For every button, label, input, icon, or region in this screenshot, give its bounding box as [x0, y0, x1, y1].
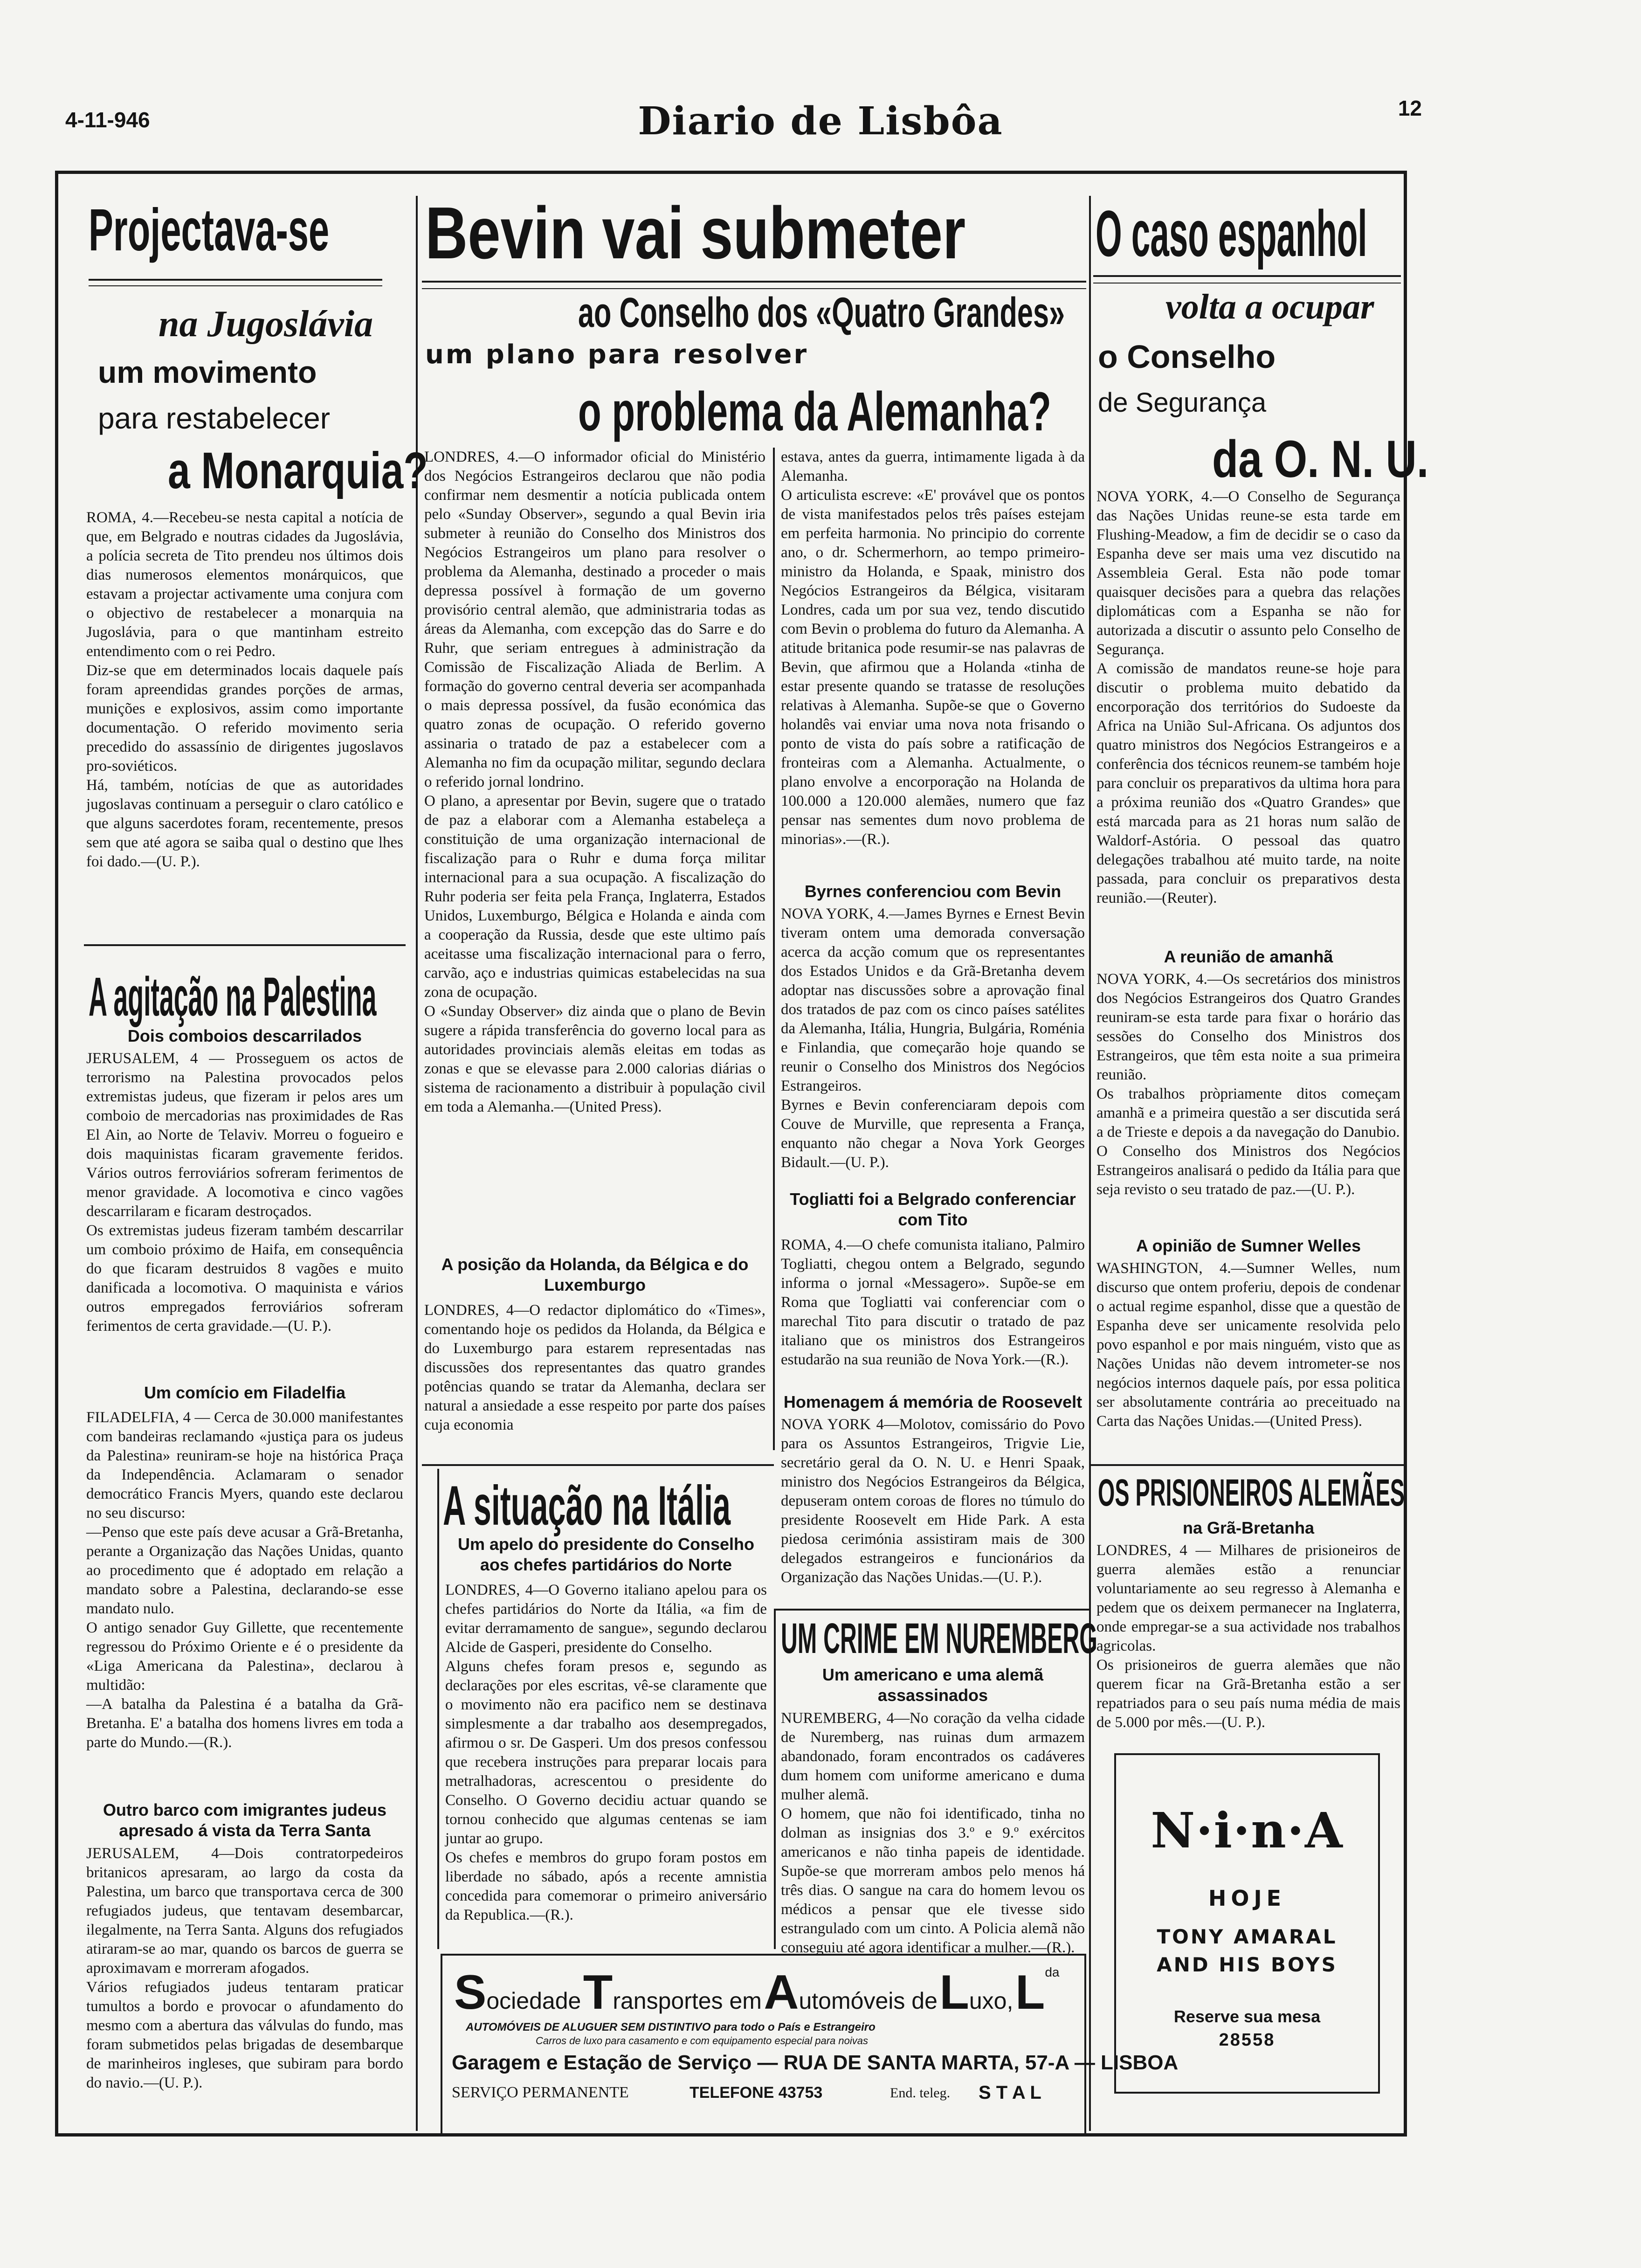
article-barco: JERUSALEM, 4—Dois contratorpedeiros britanicos apresaram, ao largo da costa da Palestina, um barco que transportava cerca de 300 refugiados judeus, que tentavam desembarcar, ilegalmente, na Terra Santa. Alguns dos refugiados atiraram-se ao mar, quando os barcos de guerra se aproximavam e morreram afogados. Vários refugiados judeus tentaram praticar tumultos a bordo e provocar o afundamento do mesmo com a abertura das válvulas do fundo, mas foram submetidos pelas brigadas de desembarque de marinheiros ingleses, que subiram para bordo do navio.—(U. P.).	[86, 1845, 403, 2091]
article-roosevelt: NOVA YORK 4—Molotov, comissário do Povo para os Assuntos Estrangeiros, Trigvie Lie, secretário geral da O. N. U. e Henri Spaak, ministro dos Negócios Estrangeiros da Bélgica, depuseram ontem coroas de flores no túmulo do presidente Roosevelt em Hide Park. A esta piedosa cerimónia assistiram mais de 300 delegados estrangeiros e funcionários da Organização das Nações Unidas.—(U. P.).	[781, 1416, 1085, 1586]
ad-stal-word: da	[1045, 1965, 1060, 1979]
subhead-welles: A opinião de Sumner Welles	[1136, 1236, 1361, 1255]
issue-date: 4-11-946	[65, 108, 150, 132]
subhead-comboios: Dois comboios descarrilados	[127, 1026, 362, 1045]
article-jugoslavia: ROMA, 4.—Recebeu-se nesta capital a notícia de que, em Belgrado e noutras cidades da Jugoslávia, a polícia secreta de Tito prendeu nos últimos dois dias numerosos elementos monárquicos, que estavam a projectar activamente uma conjura com o objectivo de restabelecer a monarquia na Jugoslávia, para o que mantinham estreito entendimento com o rei Pedro. Diz-se que em determinados locais daquele país foram apreendidas grandes porções de armas, munições e explosivos, assim como importante documentação. O referido movimento seria precedido do assassínio de dirigentes jugoslavos pro-soviéticos. Há, também, notícias de que as autoridades jugoslavas continuam a perseguir o claro católico e que alguns sacerdotes foram, recentemente, presos sem que até agora se saiba qual o destino que lhes foi dado.—(U. P.).	[86, 509, 403, 870]
subhead-holanda: A posição da Holanda, da Bélgica e do Luxemburgo	[441, 1255, 749, 1294]
column-divider	[437, 1469, 439, 1949]
ad-nina-reserve: Reserve sua mesa	[1173, 2007, 1321, 2026]
article-prisioneiros: LONDRES, 4 — Milhares de prisioneiros de guerra alemães estão a renunciar voluntariamente ao seu regresso à Alemanha e pedem que os deixem permanecer na Inglaterra, onde empregar-se a sua actividade nos trabalhos agricolas. Os prisioneiros de guerra alemães que não querem ficar na Grã-Bretanha estão a ser repatriados para o seu país numa média de mais de 5.000 por mês.—(U. P.).	[1096, 1542, 1400, 1731]
ad-stal-service: SERVIÇO PERMANENTE	[452, 2084, 629, 2101]
ad-stal-initial: A	[764, 1965, 799, 2019]
article-reuniao: NOVA YORK, 4.—Os secretários dos ministros dos Negócios Estrangeiros dos Quatro Grandes reuniram-se esta tarde para fixar o horário das sessões do Conselho dos Ministros dos Estrangeiros, que têm esta noite a sua primeira reunião. Os trabalhos pròpriamente ditos começam amanhã e a primeira questão a ser discutida será a de Trieste e depois a da navegação do Danubio. O Conselho dos Ministros dos Negócios Estrangeiros analisará o pedido da Itália para que seja revisto o seu tratado de paz.—(U. P.).	[1096, 971, 1400, 1198]
kicker-jugoslavia: na Jugoslávia	[159, 304, 373, 345]
page-number: 12	[1398, 96, 1422, 120]
ad-nina-hoje: HOJE	[1208, 1886, 1286, 1911]
kicker-quatro-grandes: ao Conselho dos «Quatro Grandes»	[578, 290, 1065, 336]
rule	[1091, 1464, 1404, 1466]
article-espanhol: NOVA YORK, 4.—O Conselho de Segurança das Nações Unidas reune-se esta tarde em Flushing-Meadow, a fim de decidir se o caso da Espanha deve ser mais uma vez discutido na Assembleia Geral. Esta não pode tomar quaisquer decisões para a quebra das relações diplomáticas com a Espanha se não for autorizada a discutir o assunto pelo Conselho de Segurança. A comissão de mandatos reune-se hoje para discutir o problema muito debatido da encorporação dos territórios do Sudoeste da Africa na União Sul-Africana. Os adjuntos dos quatro ministros dos Negócios Estrangeiros e a conferência dos técnicos reunem-se também hoje para concluir os preparativos da ultima hora para a próxima reunião dos «Quatro Grandes» que está marcada para as 21 horas num salão de Waldorf-Astória. O pessoal das quatro delegações trabalhou até muito tarde, na noite passada, para concluir os preparativos desta reunião.—(Reuter).	[1096, 488, 1400, 906]
ad-stal-phone: TELEFONE 43753	[689, 2084, 823, 2102]
rule	[84, 944, 406, 946]
headline-bevin: Bevin vai submeter	[425, 192, 966, 274]
subhead-togliatti: Togliatti foi a Belgrado conferenciar com Tito	[790, 1189, 1076, 1229]
kicker-restabelecer: para restabelecer	[98, 401, 331, 435]
rule	[774, 1609, 1090, 1611]
kicker-onu: da O. N. U.	[1212, 430, 1429, 488]
article-welles: WASHINGTON, 4.—Sumner Welles, num discurso que ontem proferiu, depois de condenar o actual regime espanhol, disse que a questão de Espanha deve ser unicamente resolvida pelo povo espanhol e por mais ninguém, visto que as Nações Unidas não devem intrometer-se nos negócios internos daquele país, por essa politica ser absolutamente contrária ao preceituado na Carta das Nações Unidas.—(United Press).	[1096, 1260, 1400, 1430]
ad-stal-word: utomóveis de	[799, 1988, 938, 2014]
subhead-filadelfia: Um comício em Filadelfia	[144, 1383, 346, 1402]
headline-crime: UM CRIME EM NUREMBERG	[781, 1615, 1097, 1662]
ad-stal-initial: S	[454, 1965, 487, 2019]
article-byrnes: NOVA YORK, 4.—James Byrnes e Ernest Bevin tiveram ontem uma demorada conversação acerca da acção comum que os representantes dos Estados Unidos e da Grã-Bretanha devem adoptar nas discussões sobre a aprovação final dos tratados de paz com os cinco países satélites da Alemanha, Itália, Hungria, Bulgária, Roménia e Finlandia, que começarão hoje quando se reunir o Conselho dos Ministros dos Negócios Estrangeiros. Byrnes e Bevin conferenciaram depois com Couve de Murville, que representa a França, enquanto não chegar a Nova York Georges Bidault.—(U. P.).	[781, 906, 1085, 1171]
headline-italia: A situação na Itália	[443, 1474, 731, 1537]
ad-nina-band: AND HIS BOYS	[1157, 1953, 1338, 1976]
ad-stal-teleg-label: End. teleg.	[890, 2085, 951, 2101]
rule	[1093, 275, 1401, 277]
kicker-plano: um plano para resolver	[425, 339, 809, 370]
article-italia: LONDRES, 4—O Governo italiano apelou para os chefes partidários do Norte da Itália, «a fim de evitar derramamento de sangue», segundo declarou Alcide de Gasperi, presidente do Conselho. Alguns chefes foram presos e, segundo as declarações por eles escritas, vê-se claramente que o movimento não era pacifico nem se destinava simplesmente a dar trabalho aos desempregados, afirmou o sr. De Gasperi. Um dos presos confessou que recebera instruções para preparar locais para metralhadoras, acrescentou o presidente do Conselho. O Governo decidiu actuar quando se tornou conhecido que algumas centenas se iam juntar ao grupo. Os chefes e membros do grupo foram postos em liberdade no sábado, após a recente amnistia concedida para comemorar o primeiro aniversário da Republica.—(R.).	[445, 1582, 767, 1923]
subhead-italia: Um apelo do presidente do Conselho aos chefes partidários do Norte	[457, 1535, 755, 1574]
headline-jugoslavia: Projectava-se	[89, 197, 330, 263]
rule	[89, 285, 382, 286]
ad-stal-address: Garagem e Estação de Serviço — RUA DE SANTA MARTA, 57-A — LISBOA	[452, 2051, 1179, 2074]
rule	[89, 279, 382, 281]
ad-stal	[441, 1954, 1179, 2136]
rule	[1093, 283, 1401, 284]
ad-stal-initial: T	[583, 1965, 613, 2019]
ad-stal-teleg: S T A L	[979, 2082, 1041, 2103]
kicker-volta: volta a ocupar	[1165, 287, 1374, 326]
rule	[422, 1464, 774, 1466]
article-togliatti: ROMA, 4.—O chefe comunista italiano, Palmiro Togliatti, chegou ontem a Belgrado, segundo informa o jornal «Messagero». Supõe-se em Roma que Togliatti vai conferenciar com o marechal Tito para discutir o tratado de paz italiano que os ministros dos Estrangeiros estudarão na sua reunião de Nova York.—(R.).	[781, 1237, 1085, 1368]
ad-nina-phone: 28558	[1219, 2030, 1276, 2050]
headline-prisioneiros: OS PRISIONEIROS ALEMÃES	[1098, 1472, 1405, 1514]
ad-stal-initial: L	[939, 1965, 969, 2019]
article-bevin-b: estava, antes da guerra, intimamente ligada à da Alemanha. O articulista escreve: «E' provável que os pontos de vista manifestados pelos três países estejam em perfeita harmonia. No principio do corrente ano, o dr. Schermerhorn, ao tempo primeiro-ministro da Holanda, e Spaak, ministro dos Negócios Estrangeiros da Bélgica, visitaram Londres, cada um por sua vez, tendo discutido com Bevin o problema do futuro da Alemanha. A atitude britanica pode resumir-se nas palavras de Bevin, que afirmou que a Holanda «tinha de estar presente quando se tratasse de resoluções relativas à Alemanha. Supõe-se que o Governo holandês vai enviar uma nova nota frisando o ponto de vista do país sobre a ratificação de fronteiras com a Alemanha. Actualmente, o plano envolve a encorporação na Holanda de 100.000 a 120.000 alemães, numero que faz pensar nas sementes dum novo problema de minorias».—(R.).	[781, 449, 1085, 848]
ad-stal-line: AUTOMÓVEIS DE ALUGUER SEM DISTINTIVO para todo o País e Estrangeiro	[466, 2021, 876, 2033]
headline-espanhol: O caso espanhol	[1096, 197, 1367, 270]
masthead: Diario de Lisbôa	[638, 99, 1003, 144]
ad-stal-word: uxo,	[969, 1988, 1014, 2014]
article-holanda: LONDRES, 4—O redactor diplomático do «Times», comentando hoje os pedidos da Holanda, da Bélgica e do Luxemburgo para estarem representadas nas discussões dos representantes das quatro grandes potências quando se tratar da Alemanha, declara ser natural a ansiedade a esse respeito por parte dos países cuja economia	[424, 1302, 765, 1433]
ad-stal-word: ransportes em	[613, 1988, 762, 2014]
kicker-conselho: o Conselho	[1098, 339, 1276, 375]
kicker-movimento: um movimento	[98, 355, 317, 389]
rule	[422, 281, 1086, 283]
ad-nina-logo: N·i·n·A	[1151, 1802, 1344, 1859]
ad-nina	[1114, 1753, 1380, 2094]
subhead-crime: Um americano e uma alemã assassinados	[822, 1665, 1044, 1705]
ad-stal-line: Carros de luxo para casamento e com equipamento especial para noivas	[536, 2035, 868, 2047]
ad-stal-title	[454, 1965, 1060, 2020]
subhead-byrnes: Byrnes conferenciou com Bevin	[804, 882, 1062, 901]
kicker-seguranca: de Segurança	[1098, 387, 1267, 418]
article-bevin-a: LONDRES, 4.—O informador oficial do Ministério dos Negócios Estrangeiros declarou que não podia confirmar nem desmentir a notícia publicada ontem pelo «Sunday Observer», segundo a qual Bevin iria submeter à reunião do Conselho dos Ministros dos Negócios Estrangeiros um plano para resolver o problema da Alemanha, destinado a proceder o mais depressa possível à formação de um governo provisório central alemão, que administraria todas as áreas da Alemanha, com excepção das do Sarre e do Ruhr, que seriam entregues à administração da Comissão de Fiscalização Aliada de Berlim. A formação do governo central deveria ser acompanhada o mais depressa possível, da fusão económica das quatro zonas de ocupação. O referido governo assinaria o tratado de paz a estabelecer com a Alemanha no fim da ocupação militar, segundo declara o referido jornal londrino. O plano, a apresentar por Bevin, sugere que o tratado de paz a elaborar com a Alemanha estabeleça a constituição de uma organização internacional de fiscalização para o Ruhr e duma força militar internacional para a sua ocupação. A fiscalização do Ruhr poderia ser feita pela França, Inglaterra, Estados Unidos, Luxemburgo, Bélgica e Holanda e ainda com a cooperação da Russia, desde que este ultimo país aceitasse uma fiscalização internacional para o ferro, carvão, aço e industrias quimicas estabelecidas na sua zona de ocupação. O «Sunday Observer» diz ainda que o plano de Bevin sugere a rápida transferência do governo local para as autoridades provinciais alemãs eleitas em todas as zonas e que se elevasse para 2.000 calorias diárias o sistema de racionamento a distribuir à população civil em toda a Alemanha.—(United Press).	[424, 449, 765, 1115]
article-filadelfia: FILADELFIA, 4 — Cerca de 30.000 manifestantes com bandeiras reclamando «justiça para os judeus da Palestina» reuniram-se hoje na histórica Praça da Independência. Aclamaram o senador democrático Francis Myers, quando este declarou no seu discurso: —Penso que este país deve acusar a Grã-Bretanha, perante a Organização das Nações Unidas, quanto ao procedimento que é adoptado em relação a mandato sobre a Palestina, declarando-se esse mandato nulo. O antigo senador Guy Gillette, que recentemente regressou do Próximo Oriente e é o presidente da «Liga Americana da Palestina», declarou à multidão: —A batalha da Palestina é a batalha da Grã-Bretanha. E' a batalha dos homens livres em toda a parte do Mundo.—(R.).	[86, 1409, 403, 1751]
column-divider	[773, 448, 775, 1450]
column-divider	[774, 1609, 776, 1949]
ad-nina-artist: TONY AMARAL	[1157, 1925, 1338, 1948]
kicker-monarquia: a Monarquia?	[168, 442, 428, 499]
kicker-alemanha: o problema da Alemanha?	[578, 381, 1051, 443]
column-divider	[1089, 196, 1091, 2131]
article-crime: NUREMBERG, 4—No coração da velha cidade de Nuremberg, nas ruinas dum armazem abandonado, foram encontrados os cadáveres dum homem com uniforme americano e duma mulher alemã. O homem, que não foi identificado, tinha no dolman as insignias dos 3.º e 9.º exércitos americanos e não tinha papeis de identidade. Supõe-se que morreram ambos pelo menos há três dias. O sangue na cara do homem levou os médicos a pensar que ele tivesse sido estrangulado com um cinto. A Policia alemã não conseguiu até agora identificar a mulher.—(R.).	[781, 1710, 1085, 1956]
ad-stal-word: ociedade	[486, 1988, 581, 2014]
article-palestina: JERUSALEM, 4 — Prosseguem os actos de terrorismo na Palestina provocados pelos extremistas judeus, que fizeram ir pelos ares um comboio de mercadorias nas proximidades de Ras El Ain, ao Norte de Telaviv. Morreu o fogueiro e dois maquinistas ficaram gravemente feridos. Vários outros ferroviários sofreram ferimentos de menor gravidade. A locomotiva e cinco vagões descarrilaram e ficaram destroçados. Os extremistas judeus fizeram também descarrilar um comboio próximo de Haifa, em consequência do que ficaram destruidos 8 vagões e muito danificada a locomotiva. O maquinista e vários outros empregados ferroviários sofreram ferimentos de certa gravidade.—(U. P.).	[86, 1050, 403, 1335]
headline-palestina: A agitação na Palestina	[89, 966, 377, 1028]
subhead-roosevelt: Homenagem á memória de Roosevelt	[783, 1392, 1083, 1411]
ad-stal-initial: L	[1015, 1965, 1045, 2019]
subhead-barco: Outro barco com imigrantes judeus apresado á vista da Terra Santa	[103, 1800, 387, 1840]
subhead-prisioneiros: na Grã-Bretanha	[1182, 1518, 1315, 1537]
subhead-reuniao: A reunião de amanhã	[1164, 947, 1333, 966]
